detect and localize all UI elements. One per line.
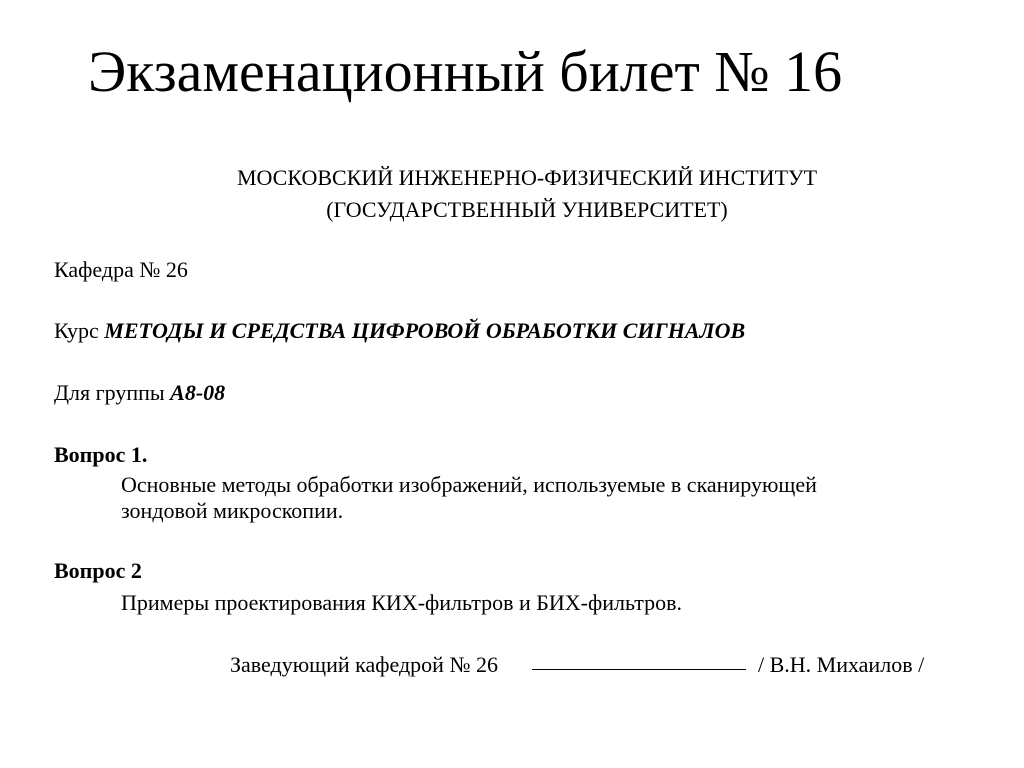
group-value: А8-08	[170, 380, 226, 405]
department-line: Кафедра № 26	[54, 257, 188, 282]
signature-role: Заведующий кафедрой № 26	[230, 652, 498, 677]
course-line	[54, 316, 745, 346]
signature-line	[532, 647, 746, 670]
course-name: МЕТОДЫ И СРЕДСТВА ЦИФРОВОЙ ОБРАБОТКИ СИГНАЛОВ	[104, 318, 746, 343]
question-2-text: Примеры проектирования КИХ-фильтров и БИХ-фильтров.	[121, 590, 682, 615]
question-1-text-line-2: зондовой микроскопии.	[121, 498, 344, 523]
signature-block	[230, 649, 924, 680]
question-2-label: Вопрос 2	[54, 558, 142, 583]
institute-name: МОСКОВСКИЙ ИНЖЕНЕРНО-ФИЗИЧЕСКИЙ ИНСТИТУТ	[236, 165, 818, 190]
question-1-label: Вопрос 1.	[54, 442, 148, 467]
course-label: Курс	[54, 318, 105, 343]
group-line	[54, 378, 225, 408]
ticket-title: Экзаменационный билет № 16	[88, 39, 843, 104]
signature-name: / В.Н. Михаилов /	[757, 652, 925, 677]
question-1-text-line-1: Основные методы обработки изображений, используемые в сканирующей	[121, 472, 817, 497]
institute-subtitle: (ГОСУДАРСТВЕННЫЙ УНИВЕРСИТЕТ)	[326, 197, 728, 222]
group-label: Для группы	[54, 380, 171, 405]
